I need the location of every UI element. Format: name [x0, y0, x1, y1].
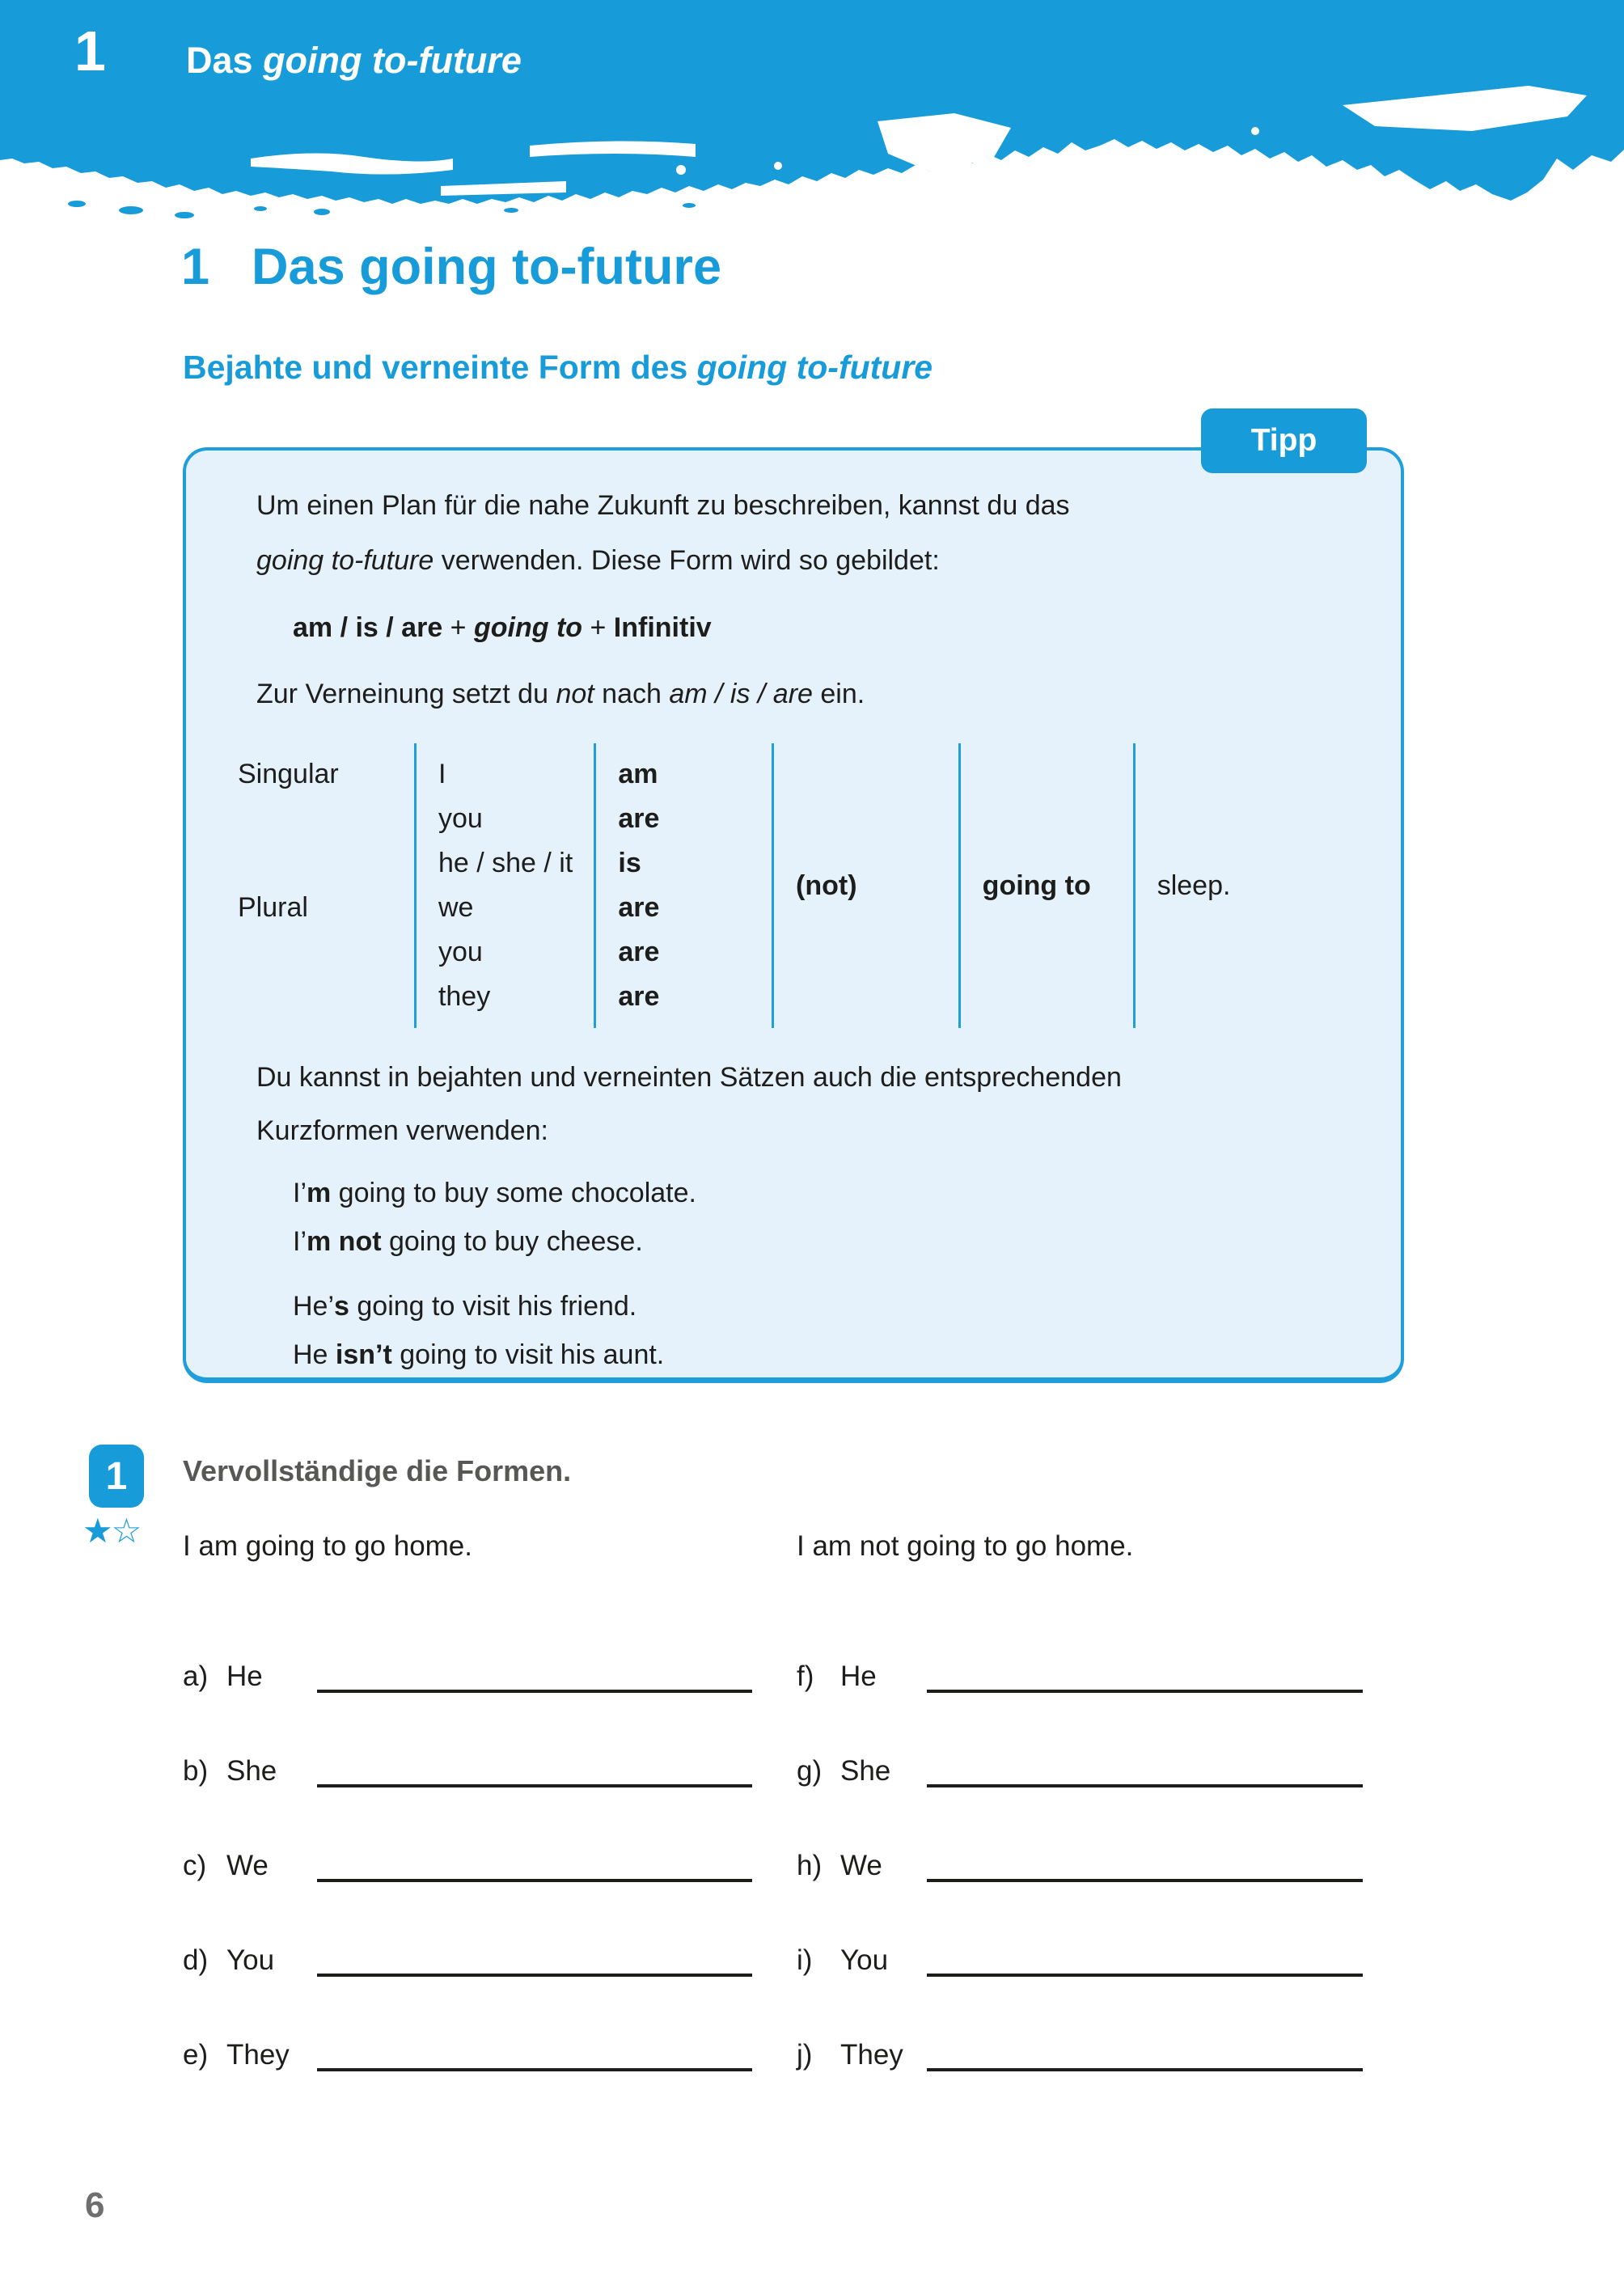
pronoun: you — [438, 937, 483, 967]
pronoun: he / she / it — [438, 848, 573, 878]
verb-form: is — [618, 848, 641, 878]
fill-row — [183, 1636, 752, 1693]
table-col-pronouns — [417, 743, 596, 1028]
fill-row — [183, 1826, 752, 1882]
item-pronoun: You — [840, 1944, 889, 1976]
verb-form: are — [618, 803, 660, 834]
item-marker: i) — [797, 1944, 813, 1976]
brush-stroke-graphic — [0, 0, 1624, 218]
header-title-plain: Das — [186, 40, 264, 81]
table-col-number — [235, 743, 417, 1028]
label-singular: Singular — [238, 759, 339, 789]
item-marker: b) — [183, 1755, 209, 1787]
table-col-verb-phrase: sleep. — [1157, 869, 1231, 901]
sample-sentence-negative: I am not going to go home. — [797, 1530, 1134, 1562]
item-pronoun: He — [226, 1661, 263, 1692]
answer-blank[interactable] — [317, 1688, 752, 1693]
answer-blank[interactable] — [317, 1972, 752, 1977]
pronoun: you — [438, 803, 483, 834]
verb-form: am — [618, 759, 658, 789]
example-sentence: He’s going to visit his friend. — [293, 1291, 637, 1322]
subtitle-italic: going to-future — [696, 349, 933, 386]
page-title-number: 1 — [181, 239, 210, 295]
item-marker: f) — [797, 1661, 814, 1692]
star-empty-icon: ☆ — [111, 1511, 141, 1551]
fill-row — [797, 1920, 1363, 1977]
page-number: 6 — [85, 2185, 105, 2225]
example-sentence: He isn’t going to visit his aunt. — [293, 1339, 665, 1370]
fill-in-column-left — [183, 1636, 752, 2109]
page-title-text: Das going to-future — [252, 239, 721, 295]
subtitle-plain: Bejahte und verneinte Form des — [183, 349, 697, 386]
tip-intro-italic: going to-future — [256, 545, 434, 576]
item-marker: d) — [183, 1944, 209, 1976]
section-subtitle — [183, 349, 933, 386]
pronoun: we — [438, 892, 474, 923]
header-title — [186, 40, 522, 81]
example-sentence: I’m going to buy some chocolate. — [293, 1178, 696, 1208]
header-unit-number: 1 — [74, 19, 106, 82]
grammar-table — [235, 743, 1355, 1028]
label-plural: Plural — [238, 892, 308, 923]
item-pronoun: We — [840, 1850, 882, 1881]
verb-form: are — [618, 981, 660, 1012]
table-col-going-to: going to — [961, 743, 1136, 1028]
answer-blank[interactable] — [927, 2067, 1363, 2071]
tip-intro-line2: going to-future verwenden. Diese Form wird so gebildet: — [256, 545, 940, 576]
item-marker: e) — [183, 2039, 209, 2071]
table-col-verbs — [596, 743, 774, 1028]
tip-tab-label: Tipp — [1201, 408, 1367, 473]
tip-intro-line1: Um einen Plan für die nahe Zukunft zu beschreiben, kannst du das — [256, 490, 1070, 521]
item-marker: j) — [797, 2039, 813, 2071]
verb-form: are — [618, 937, 660, 967]
example-sentences — [293, 1169, 1355, 1379]
fill-row — [183, 1731, 752, 1787]
answer-blank[interactable] — [927, 1972, 1363, 1977]
answer-blank[interactable] — [317, 1877, 752, 1882]
tip-box — [183, 447, 1404, 1383]
exercise-instruction: Vervollständige die Formen. — [183, 1454, 572, 1487]
header-band — [0, 0, 1624, 218]
fill-row — [797, 1731, 1363, 1787]
negation-line: Zur Verneinung setzt du not nach am / is / are ein. — [256, 679, 865, 709]
answer-blank[interactable] — [317, 1783, 752, 1787]
item-marker: c) — [183, 1850, 207, 1881]
fill-row — [797, 1636, 1363, 1693]
item-marker: h) — [797, 1850, 823, 1881]
formula-line: am / is / are + going to + Infinitiv — [293, 612, 712, 643]
exercise-number-badge: 1 — [89, 1445, 144, 1508]
page-title — [181, 239, 721, 295]
answer-blank[interactable] — [927, 1877, 1363, 1882]
fill-row — [797, 2015, 1363, 2071]
fill-row — [183, 1920, 752, 1977]
item-marker: g) — [797, 1755, 823, 1787]
fill-row — [183, 2015, 752, 2071]
item-pronoun: You — [226, 1944, 275, 1976]
fill-in-column-right — [797, 1636, 1363, 2109]
spacer — [293, 1266, 1355, 1282]
item-pronoun: They — [840, 2039, 903, 2071]
verb-form: are — [618, 892, 660, 923]
fill-row — [797, 1826, 1363, 1882]
item-marker: a) — [183, 1661, 209, 1692]
item-pronoun: They — [226, 2039, 290, 2071]
difficulty-stars — [82, 1511, 140, 1551]
item-pronoun: He — [840, 1661, 877, 1692]
table-col-not: (not) — [774, 743, 961, 1028]
item-pronoun: She — [226, 1755, 277, 1787]
answer-blank[interactable] — [927, 1688, 1363, 1693]
star-filled-icon: ★ — [82, 1511, 112, 1551]
answer-blank[interactable] — [927, 1783, 1363, 1787]
item-pronoun: She — [840, 1755, 891, 1787]
pronoun: they — [438, 981, 491, 1012]
item-pronoun: We — [226, 1850, 269, 1881]
shortforms-intro: Du kannst in bejahten und verneinten Sätzen auch die entsprechenden Kurzformen verwenden: — [256, 1062, 1122, 1146]
pronoun: I — [438, 759, 446, 789]
answer-blank[interactable] — [317, 2067, 752, 2071]
header-title-italic: going to-future — [263, 40, 522, 81]
example-sentence: I’m not going to buy cheese. — [293, 1226, 643, 1257]
sample-sentence-positive: I am going to go home. — [183, 1530, 472, 1562]
